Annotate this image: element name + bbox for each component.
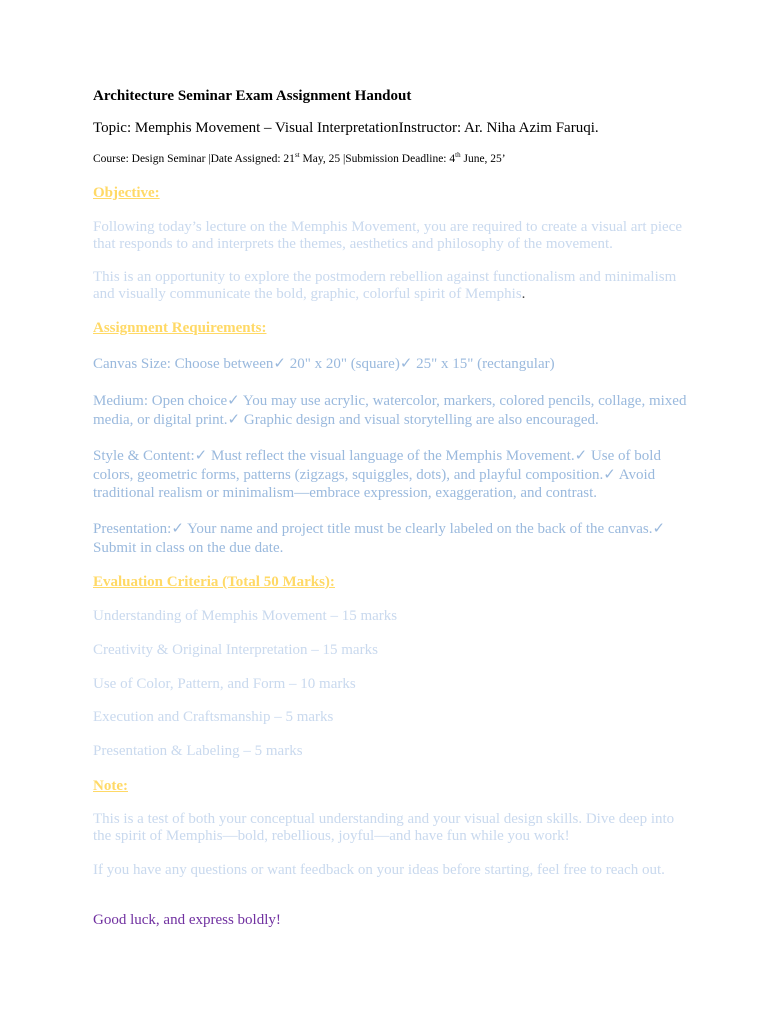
requirement-medium: Medium: Open choice✓ You may use acrylic, watercolor, markers, colored pencils, collage, mixed media, or digital print.✓ Graphic design and visual storytelling are also encouraged.: [93, 393, 687, 428]
objective-heading: Objective:: [93, 185, 160, 201]
evaluation-item: Understanding of Memphis Movement – 15 marks: [93, 608, 398, 624]
evaluation-item: Execution and Craftsmanship – 5 marks: [93, 709, 334, 725]
objective-paragraph-2-period: .: [521, 286, 526, 302]
note-paragraph-2: If you have any questions or want feedback on your ideas before starting, feel free to reach out.: [93, 862, 665, 878]
requirement-canvas-size: Canvas Size: Choose between✓ 20" x 20" (square)✓ 25" x 15" (rectangular): [93, 356, 555, 372]
ordinal-suffix: th: [455, 151, 461, 160]
note-paragraph-1: This is a test of both your conceptual understanding and your visual design skills. Dive deep into the spirit of Memphis—bold, rebellious, joyful—and have fun while you work!: [93, 811, 675, 844]
evaluation-item: Presentation & Labeling – 5 marks: [93, 743, 303, 759]
course-text-part: Course: Design Seminar |Date Assigned: 21: [93, 153, 295, 165]
requirements-heading: Assignment Requirements:: [93, 320, 267, 336]
evaluation-item: Use of Color, Pattern, and Form – 10 marks: [93, 676, 356, 692]
requirement-style-content: Style & Content:✓ Must reflect the visual language of the Memphis Movement.✓ Use of bold colors, geometric forms, patterns (zigzags, squiggles, dots), and playful composition.✓ Avoid traditional realism or minimalism—embrace expression, exaggeration, and contrast.: [93, 448, 661, 501]
requirement-presentation: Presentation:✓ Your name and project title must be clearly labeled on the back of the canvas.✓ Submit in class on the due date.: [93, 521, 666, 556]
evaluation-item: Creativity & Original Interpretation – 15 marks: [93, 642, 378, 658]
course-info-line: [93, 153, 506, 165]
closing-line: Good luck, and express boldly!: [93, 912, 281, 928]
note-heading: Note:: [93, 778, 128, 794]
course-text-part: May, 25 |Submission Deadline: 4: [299, 153, 456, 165]
document-title: Architecture Seminar Exam Assignment Handout: [93, 88, 412, 104]
objective-paragraph-2-text: This is an opportunity to explore the postmodern rebellion against functionalism and minimalism and visually communicate the bold, graphic, colorful spirit of Memphis: [93, 269, 677, 302]
objective-paragraph-2: [93, 269, 693, 303]
evaluation-heading: Evaluation Criteria (Total 50 Marks):: [93, 574, 335, 590]
course-text-part: June, 25’: [460, 153, 506, 165]
objective-paragraph-1: Following today’s lecture on the Memphis Movement, you are required to create a visual art piece that responds to and interprets the themes, aesthetics and philosophy of the movement.: [93, 219, 682, 252]
ordinal-suffix: st: [294, 151, 300, 160]
topic-line: Topic: Memphis Movement – Visual InterpretationInstructor: Ar. Niha Azim Faruqi.: [93, 120, 599, 136]
